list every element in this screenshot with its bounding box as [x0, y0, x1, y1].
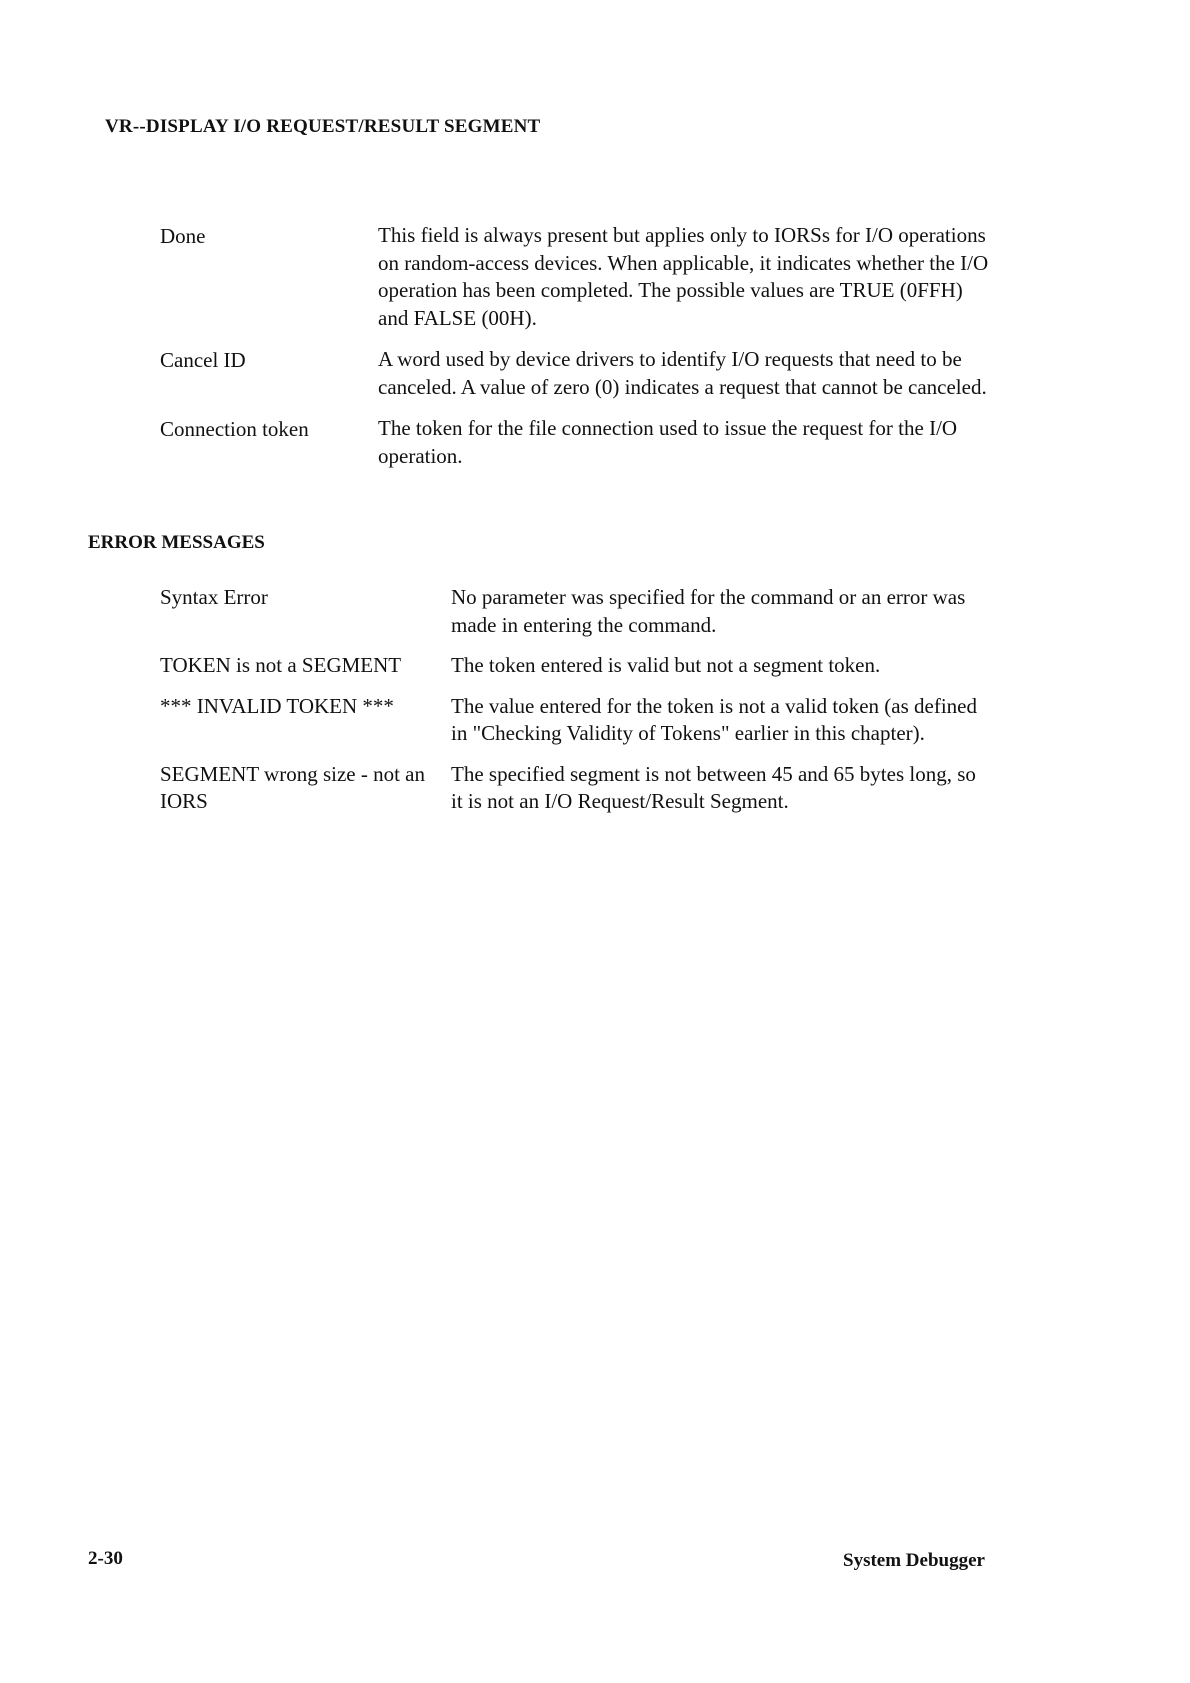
error-row-wrong-size [160, 761, 1010, 816]
section-heading-error-messages: ERROR MESSAGES [88, 532, 265, 553]
field-row-cancel-id [160, 346, 1010, 401]
error-row-syntax-error [160, 584, 1010, 639]
field-term: Connection token [160, 417, 309, 441]
field-definitions [160, 222, 1010, 484]
field-row-done [160, 222, 1010, 332]
field-term: Done [160, 224, 206, 248]
page-number: 2-30 [88, 1548, 123, 1569]
field-term: Cancel ID [160, 348, 246, 372]
field-description: The token for the file connection used to issue the request for the I/O operation. [378, 416, 958, 468]
manual-title: System Debugger [843, 1550, 985, 1571]
error-message: Syntax Error [160, 585, 268, 609]
field-description: A word used by device drivers to identify I/O requests that need to be canceled. A value of zero (0) indicates a request that cannot be canceled. [378, 347, 987, 399]
field-row-connection-token [160, 415, 1010, 470]
field-description: This field is always present but applies only to IORSs for I/O operations on random-access devices. When applicable, it indicates whether the I/O operation has been completed. The possible values are TRUE (0FFH) and FALSE (00H). [378, 223, 989, 330]
error-row-not-a-segment [160, 652, 1010, 680]
error-description: The token entered is valid but not a segment token. [451, 653, 881, 677]
error-message: SEGMENT wrong size - not an IORS [160, 761, 425, 813]
error-messages-list [160, 584, 1010, 829]
error-description: No parameter was specified for the command or an error was made in entering the command. [451, 585, 966, 637]
page-title: VR--DISPLAY I/O REQUEST/RESULT SEGMENT [105, 116, 541, 137]
error-message: *** INVALID TOKEN *** [160, 693, 394, 718]
error-message: TOKEN is not a SEGMENT [160, 653, 402, 677]
error-row-invalid-token [160, 693, 1010, 748]
error-description: The value entered for the token is not a valid token (as defined in "Checking Validity of Tokens" earlier in this chapter). [451, 693, 977, 745]
error-description: The specified segment is not between 45 and 65 bytes long, so it is not an I/O Request/Result Segment. [451, 761, 976, 813]
